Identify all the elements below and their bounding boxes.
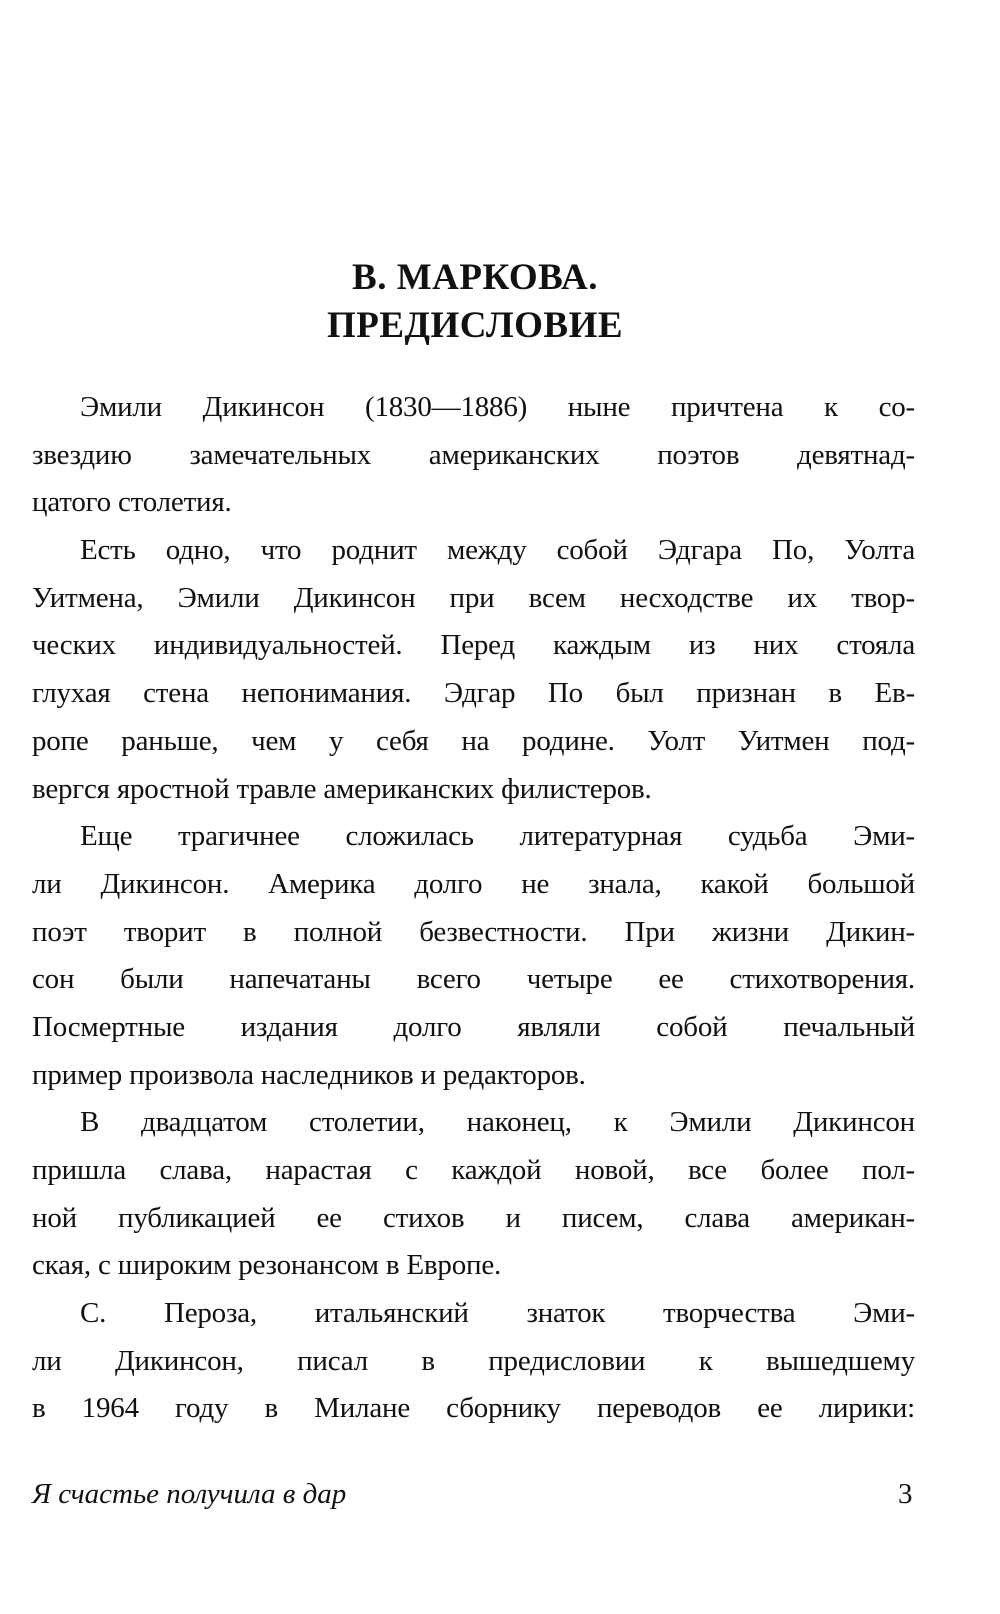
running-title: Я счастье получила в дар [32,1478,347,1510]
author-heading: В. МАРКОВА. [352,257,598,298]
paragraph-4-line: ская, с широким резонансом в Европе. [32,1249,502,1282]
paragraph-2-line: ропе раньше, чем у себя на родине. Уолт Уитмен под- [32,724,915,757]
paragraph-3-line: ли Дикинсон. Америка долго не знала, какой большой [32,867,915,900]
paragraph-3-line: пример произвола наследников и редакторов. [32,1058,586,1091]
paragraph-3-line: сон были напечатаны всего четыре ее стихотворения. [32,963,915,996]
paragraph-1-line: цатого столетия. [32,486,232,519]
paragraph-5-line: С. Пероза, итальянский знаток творчества Эми- [80,1297,915,1330]
paragraph-4-line: ной публикацией ее стихов и писем, слава американ- [32,1201,915,1234]
paragraph-2-line: вергся яростной травле американских филистеров. [32,772,652,805]
paragraph-3-line: Посмертные издания долго являли собой печальный [32,1010,915,1043]
paragraph-1-line: звездию замечательных американских поэтов девятнад- [32,438,915,471]
paragraph-5-line: ли Дикинсон, писал в предисловии к вышедшему [32,1344,915,1377]
paragraph-1-line: Эмили Дикинсон (1830—1886) ныне причтена к со- [80,391,915,423]
paragraph-4-line: пришла слава, нарастая с каждой новой, все более пол- [32,1154,915,1186]
body-text [32,384,915,1433]
paragraph-4-line: В двадцатом столетии, наконец, к Эмили Дикинсон [80,1106,915,1139]
page-title: ПРЕДИСЛОВИЕ [326,305,624,346]
paragraph-2-line: ческих индивидуальностей. Перед каждым из них стояла [32,629,915,662]
paragraph-5-line: в 1964 году в Милане сборнику переводов ее лирики: [32,1392,915,1425]
paragraph-3-line: Еще трагичнее сложилась литературная судьба Эми- [80,820,915,853]
paragraph-2-line: Есть одно, что роднит между собой Эдгара По, Уолта [80,534,915,567]
paragraph-2-line: Уитмена, Эмили Дикинсон при всем несходстве их твор- [32,581,915,614]
paragraph-2-line: глухая стена непонимания. Эдгар По был признан в Ев- [32,677,915,710]
paragraph-3-line: поэт творит в полной безвестности. При жизни Дикин- [32,915,915,948]
page-number: 3 [898,1478,913,1510]
